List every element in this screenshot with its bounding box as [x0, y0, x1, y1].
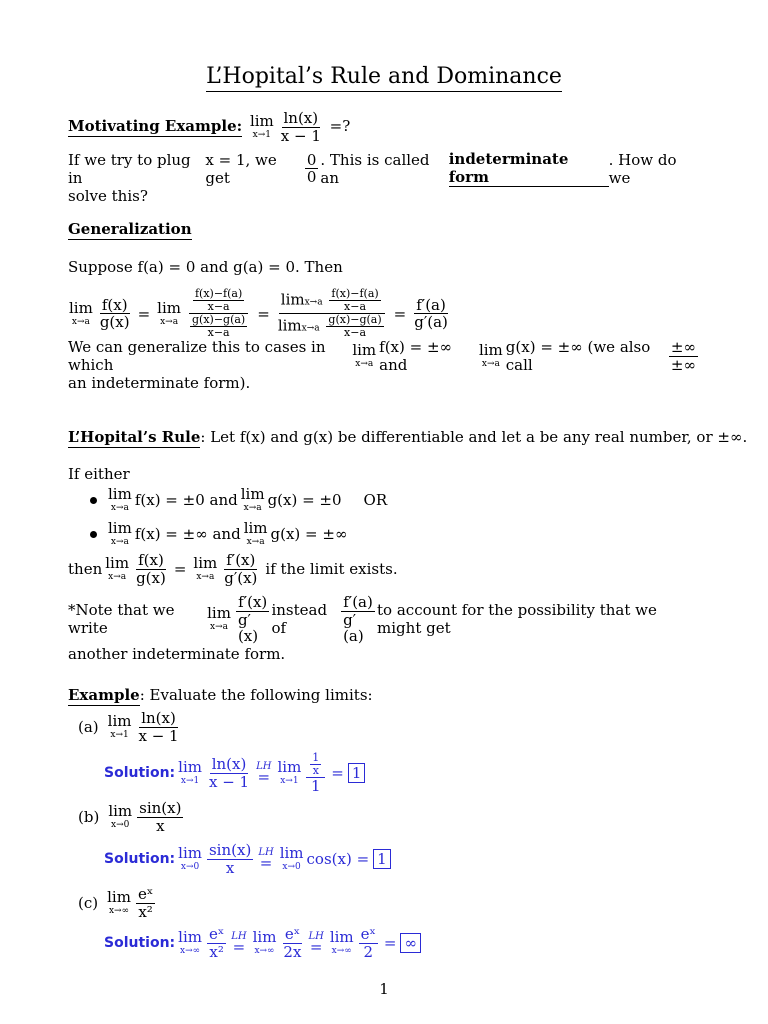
page-number: 1: [379, 980, 389, 998]
solution-c: Solution: lim x→∞ $\frac{\text{eˣ}}{\text{x²}}$ LH = lim x→∞ $\frac{\text{eˣ}}{2x}$ LH = lim x→∞ $\frac{\text{eˣ}}{2}$ = ∞: [104, 926, 421, 960]
bullet-item-2: lim x→a f(x) = ±∞ and lim x→a g(x) = ±∞: [90, 521, 347, 547]
fraction: $\frac{\ln(x)}{x - 1}$: [280, 109, 321, 145]
note-paragraph: *Note that we write lim x→a $\frac{f'(x)}{g'(x)}$ instead of $\frac{f'(a)}{g'(a)}$ to account for the possibility that we might get another indeterminate form.: [68, 593, 657, 663]
solution-a: Solution: lim x→1 $\frac{\ln(x)}{x - 1}$ LH = lim x→1 $\frac{\frac{1}{x}}{1}$ = 1: [104, 752, 365, 795]
answer-box: 1: [373, 849, 391, 869]
motivating-example: Motivating Example: lim x→1 $\frac{\ln(x)}{x - 1}$ =?: [68, 109, 351, 145]
answer-box: 1: [348, 763, 366, 783]
example-heading: Example: Evaluate the following limits:: [68, 686, 373, 704]
if-either: If either: [68, 465, 130, 483]
solution-b: Solution: lim x→0 $\frac{\sin(x)}{x}$ LH = lim x→0 cos(x) = 1: [104, 842, 391, 876]
generalization-equation: lim x→a $\frac{f(x)}{g(x)}$ = lim x→a $\frac{\frac{f(x)-f(a)}{x-a}}{\frac{g(x)-g(a)}{x-a}}$ = limx→a $\frac{f(x)-f(a)}{x-a}$ limx→a $\frac{g(x)-g(a)}{x-a}$ = $\frac{f'(a)}{g'(a)}$: [69, 287, 448, 340]
bullet-icon: [90, 531, 97, 538]
indeterminate-form-term: indeterminate form: [449, 150, 609, 187]
problem-c: (c) lim x→∞ $\frac{\text{eˣ}}{\text{x²}}$: [78, 885, 154, 921]
problem-a: (a) lim x→1 $\frac{\ln(x)}{x - 1}$: [78, 709, 179, 745]
page-title: L’Hopital’s Rule and Dominance: [0, 64, 768, 89]
general-case-paragraph: We can generalize this to cases in which lim x→a f(x) = ±∞ and lim x→a g(x) = ±∞ (we also call $\frac{\pm\infty}{\pm\infty}$ an indeterminate form).: [68, 338, 696, 392]
generalization-heading: Generalization: [68, 220, 192, 238]
problem-b: (b) lim x→0 $\frac{\sin(x)}{x}$: [78, 799, 182, 835]
then-statement: then lim x→a $\frac{f(x)}{g(x)}$ = lim x→a $\frac{f'(x)}{g'(x)}$ if the limit exists.: [68, 551, 398, 587]
bullet-icon: [90, 497, 97, 504]
bullet-item-1: lim x→a f(x) = ±0 and lim x→a g(x) = ±0 OR: [90, 487, 387, 513]
suppose-text: Suppose f(a) = 0 and g(a) = 0. Then: [68, 258, 343, 276]
limit: lim x→1: [249, 112, 274, 140]
lhopital-rule-statement: L’Hopital’s Rule: Let f(x) and g(x) be differentiable and let a be any real number, or ±∞.: [68, 428, 748, 446]
plug-paragraph: If we try to plug in x = 1, we get $\frac{0}{0}$ . This is called an indeterminate form . How do we solve this?: [68, 150, 677, 205]
answer-box: ∞: [400, 933, 421, 953]
